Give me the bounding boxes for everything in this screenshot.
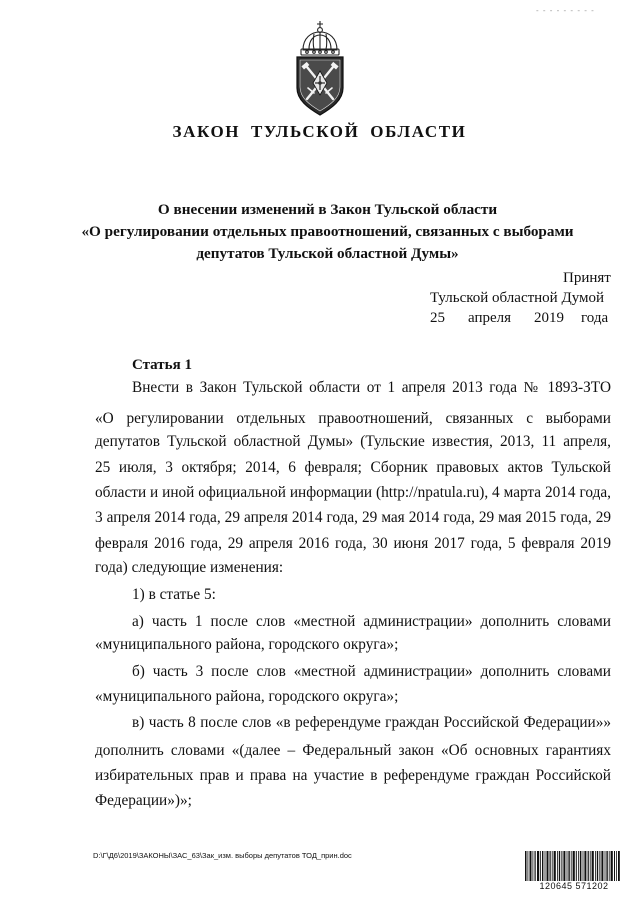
adopted-body: Тульской областной Думой [430, 290, 605, 306]
footer-file-path: D:\Г\Д6\2019\ЗАКОНЫ\ЗАС_63\Зак_изм. выборы депутатов ТОД_прин.doc [93, 851, 352, 860]
article-line: в) часть 8 после слов «в референдуме граждан Российской Федерации»» [132, 714, 611, 731]
article-line: года) следующие изменения: [95, 559, 284, 576]
barcode [523, 851, 623, 895]
article-line: 1) в статье 5: [132, 586, 216, 603]
law-subject-line-3: депутатов Тульской областной Думы» [196, 245, 459, 262]
article-line: дополнить словами «(далее – Федеральный закон «Об основных гарантиях [95, 742, 611, 759]
article-line: «О регулировании отдельных правоотношений, связанных с выборами [95, 410, 611, 427]
article-heading: Статья 1 [132, 357, 192, 373]
law-title: ЗАКОН ТУЛЬСКОЙ ОБЛАСТИ [172, 122, 467, 141]
corner-mark: - - - - - - - - - [536, 6, 595, 15]
coat-of-arms-emblem [289, 20, 351, 118]
adopted-month: апреля [468, 310, 512, 326]
adopted-label: Принят [563, 270, 611, 286]
article-line: Федерации»)»; [95, 792, 192, 809]
adopted-day: 25 [430, 310, 445, 326]
adopted-year-word: года [581, 310, 609, 326]
barcode-number: 120645 571202 [525, 881, 623, 891]
article-line: Внести в Закон Тульской области от 1 апреля 2013 года № 1893-ЗТО [132, 379, 611, 396]
law-subject [40, 199, 615, 265]
article-line: а) часть 1 после слов «местной администрации» дополнить словами [132, 613, 611, 630]
article-line: «муниципального района, городского округа»; [95, 636, 399, 653]
coat-of-arms-icon [289, 20, 351, 118]
article-line: 25 июля, 3 октября; 2014, 6 февраля; Сборник правовых актов Тульской [95, 459, 611, 476]
adopted-year: 2019 [534, 310, 564, 326]
article-line: депутатов Тульской областной Думы» (Тульские известия, 2013, 11 апреля, [95, 433, 611, 450]
article-line: области и иной официальной информации (http://npatula.ru), 4 марта 2014 года, [95, 484, 611, 501]
law-subject-line-2: «О регулировании отдельных правоотношений, связанных с выборами [81, 223, 574, 240]
article-line: 3 апреля 2014 года, 29 апреля 2014 года, 29 мая 2014 года, 29 мая 2015 года, 29 [95, 509, 611, 526]
article-line: февраля 2016 года, 29 апреля 2016 года, 30 июня 2017 года, 5 февраля 2019 [95, 535, 611, 552]
article-line: «муниципального района, городского округа»; [95, 688, 399, 705]
law-subject-line-1: О внесении изменений в Закон Тульской области [157, 201, 498, 218]
article-line: избирательных прав и права на участие в референдуме граждан Российской [95, 767, 611, 784]
article-line: б) часть 3 после слов «местной администрации» дополнить словами [132, 663, 611, 680]
